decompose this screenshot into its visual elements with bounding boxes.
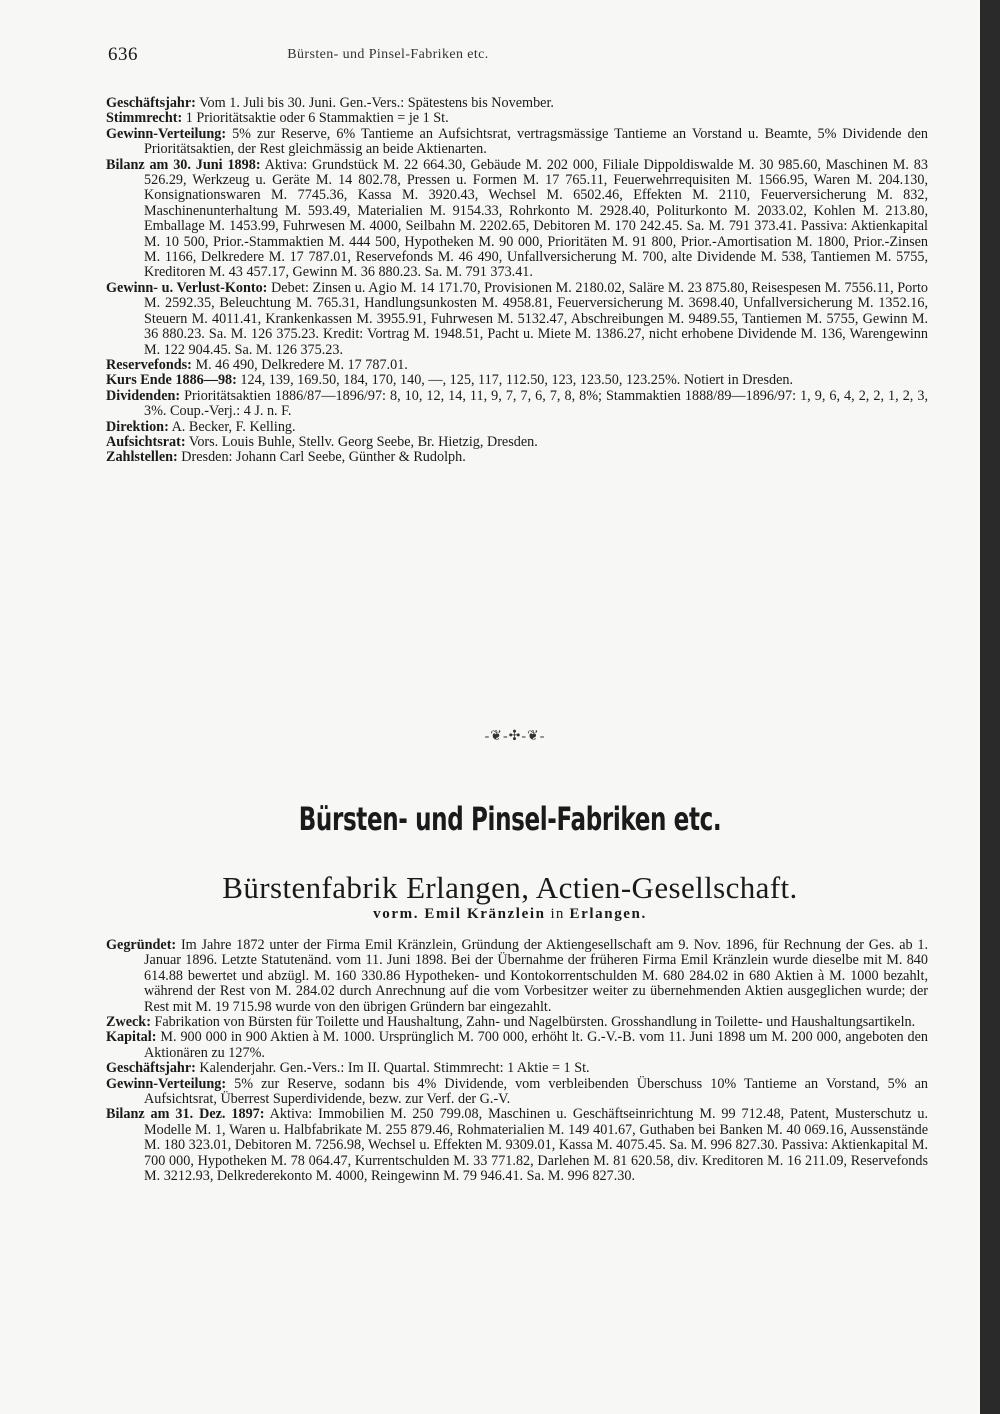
company-title: Bürstenfabrik Erlangen, Actien-Gesellschaft.	[222, 870, 798, 905]
running-title: Bürsten- und Pinsel-Fabriken etc.	[287, 47, 489, 62]
company-subtitle-place: Erlangen.	[569, 906, 647, 922]
entry-direktion: Direktion: A. Becker, F. Kelling.	[106, 418, 296, 435]
company-subtitle-main: vorm. Emil Kränzlein	[373, 906, 546, 922]
entry-gegruendet: Gegründet: Im Jahre 1872 unter der Firma Emil Kränzlein, Gründung der Aktiengesellschaft am 9. Nov. 1896, für Rechnung der Ges. ab 1. Januar 1896. Letzte Statutenänd. vom 11. Juni 1898. Bei der Übernahme der früheren Firma Emil Kränzlein wurde dieselbe mit M. 840 614.88 bewertet und abzügl. M. 160 330.86 Hypotheken- und Kontokorrentschulden M. 680 284.02 in 680 Aktien à M. 1000 bezahlt, während der Rest von M. 284.02 durch Anrechnung auf die vom Vorbesitzer weiter zu übernehmenden Aktien ausgeglichen wurde; der Rest mit M. 19 715.98 wurde von den übrigen Gründern bar eingezahlt.	[106, 937, 929, 1015]
entry-dividenden: Dividenden: Prioritätsaktien 1886/87—1896/97: 8, 10, 12, 14, 11, 9, 7, 7, 6, 7, 8, 8%; Stammaktien 1888/89—1896/97: 1, 9, 6, 4, 2, 2, 1, 2, 3, 3%. Coup.-Verj.: 4 J. n. F.	[106, 387, 929, 420]
entry-reservefonds: Reservefonds: M. 46 490, Delkredere M. 17 787.01.	[106, 356, 408, 373]
entry-bilanz: Bilanz am 30. Juni 1898: Aktiva: Grundstück M. 22 664.30, Gebäude M. 202 000, Filiale Dippoldiswalde M. 30 985.60, Maschinen M. 83 526.29, Werkzeug u. Geräte M. 14 802.78, Pressen u. Formen M. 17 765.11, Feuerwehrrequisiten M. 1566.95, Waren M. 204.130, Konsignationswaren M. 7745.36, Kassa M. 3920.43, Wechsel M. 6502.46, Effekten M. 2110, Feuerversicherung M. 832, Maschinenunterhaltung M. 593.49, Materialien M. 9154.33, Rohrkonto M. 2928.40, Politurkonto M. 2033.02, Kohlen M. 213.80, Emballage M. 1453.99, Fuhrwesen M. 4000, Seilbahn M. 2202.65, Debitoren M. 170 242.45. Sa. M. 791 373.41. Passiva: Aktienkapital M. 10 500, Prior.-Stammaktien M. 444 500, Hypotheken M. 90 000, Prioritäten M. 91 800, Prior.-Amortisation M. 1800, Prior.-Zinsen M. 1166, Delkredere M. 17 787.01, Reservefonds M. 46 490, Unfallversicherung M. 700, alte Dividende M. 538, Tantiemen M. 5755, Kreditoren M. 43 457.17, Gewinn M. 36 880.23. Sa. M. 791 373.41.	[106, 156, 928, 281]
entry-kapital: Kapital: M. 900 000 in 900 Aktien à M. 1000. Ursprünglich M. 700 000, erhöht lt. G.-V.-B. vom 11. Juni 1898 um M. 200 000, angeboten den Aktionären zu 127%.	[106, 1029, 929, 1061]
page-number: 636	[108, 44, 138, 65]
entry-geschaeftsjahr-2: Geschäftsjahr: Kalenderjahr. Gen.-Vers.: Im II. Quartal. Stimmrecht: 1 Aktie = 1 St.	[106, 1060, 590, 1077]
entry-geschaeftsjahr: Geschäftsjahr: Vom 1. Juli bis 30. Juni. Gen.-Vers.: Spätestens bis November.	[106, 95, 554, 111]
section-title: Bürsten- und Pinsel-Fabriken etc.	[298, 800, 722, 838]
entry-stimmrecht: Stimmrecht: 1 Prioritätsaktie oder 6 Stammaktien = je 1 St.	[106, 110, 449, 127]
entry-gewinn-verlust-konto: Gewinn- u. Verlust-Konto: Debet: Zinsen u. Agio M. 14 171.70, Provisionen M. 2180.02, Saläre M. 23 875.80, Reisespesen M. 7556.11, Porto M. 2592.35, Beleuchtung M. 765.31, Handlungsunkosten M. 4958.81, Feuerversicherung M. 3698.40, Unfallversicherung M. 1352.16, Steuern M. 4011.41, Krankenkassen M. 3955.91, Fuhrwesen M. 5132.47, Abschreibungen M. 9489.55, Tantiemen M. 5755, Gewinn M. 36 880.23. Sa. M. 126 375.23. Kredit: Vortrag M. 1948.51, Pacht u. Miete M. 1386.27, nicht erhobene Dividende M. 136, Warengewinn M. 122 904.45. Sa. M. 126 375.23.	[106, 279, 929, 358]
company-subtitle-in: in	[550, 906, 565, 922]
section-ornament: -❦-✣-❦-	[484, 729, 546, 744]
previous-company-entries	[106, 96, 928, 466]
entry-gewinn-verteilung: Gewinn-Verteilung: 5% zur Reserve, 6% Tantieme an Aufsichtsrat, vertragsmässige Tantieme an Vorstand u. Beamte, 5% Dividende den Prioritätsaktien, der Rest gleichmässig an beide Aktienarten.	[106, 125, 928, 158]
company-entries	[106, 938, 928, 1185]
company-subtitle	[100, 906, 920, 923]
entry-zweck: Zweck: Fabrikation von Bürsten für Toilette und Haushaltung, Zahn- und Nagelbürsten. Grosshandlung in Toilette- und Haushaltungsartikeln.	[106, 1014, 916, 1031]
scan-edge	[980, 0, 1000, 1414]
entry-bilanz-2: Bilanz am 31. Dez. 1897: Aktiva: Immobilien M. 250 799.08, Maschinen u. Geschäftseinrichtung M. 99 712.48, Patent, Musterschutz u. Modelle M. 1, Waren u. Halbfabrikate M. 255 879.46, Rohmaterialien M. 149 401.67, Guthaben bei Banken M. 40 069.16, Aussenstände M. 180 323.01, Debitoren M. 7256.98, Wechsel u. Effekten M. 9309.01, Kassa M. 4075.45. Sa. M. 996 827.30. Passiva: Aktienkapital M. 700 000, Hypotheken M. 78 064.47, Kurrentschulden M. 33 771.82, Darlehen M. 81 620.58, div. Kreditoren M. 16 211.09, Reservefonds M. 3212.93, Delkrederekonto M. 4000, Reingewinn M. 79 946.41. Sa. M. 996 827.30.	[106, 1106, 929, 1185]
entry-gewinn-verteilung-2: Gewinn-Verteilung: 5% zur Reserve, sodann bis 4% Dividende, vom verbleibenden Überschuss 10% Tantieme an Vorstand, 5% an Aufsichtsrat, Überrest Superdividende, bezw. zur Verf. der G.-V.	[106, 1075, 929, 1108]
page-header	[108, 44, 928, 70]
entry-aufsichtsrat: Aufsichtsrat: Vors. Louis Buhle, Stellv. Georg Seebe, Br. Hietzig, Dresden.	[106, 433, 538, 450]
entry-kurs: Kurs Ende 1886—98: 124, 139, 169.50, 184, 170, 140, —, 125, 117, 112.50, 123, 123.50, 123.25%. Notiert in Dresden.	[106, 372, 794, 389]
entry-zahlstellen: Zahlstellen: Dresden: Johann Carl Seebe, Günther & Rudolph.	[106, 449, 466, 466]
